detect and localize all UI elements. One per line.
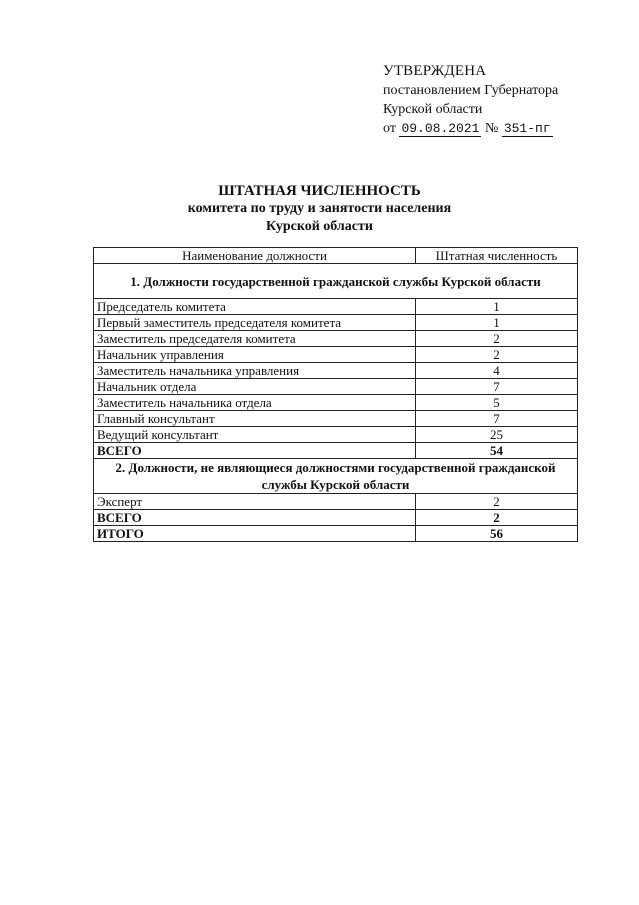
grand-total-row — [94, 526, 578, 542]
section-1-total-label: ВСЕГО — [94, 443, 416, 459]
section-2-title: 2. Должности, не являющиеся должностями государственной гражданской службы Курской области — [94, 459, 578, 494]
staff-table — [93, 247, 578, 542]
section-1-total-value: 54 — [416, 443, 578, 459]
approval-ot: от — [383, 121, 396, 136]
approval-number: 351-пг — [503, 121, 551, 136]
table-row — [94, 427, 578, 443]
position-name: Ведущий консультант — [94, 427, 416, 443]
position-count: 1 — [416, 299, 578, 315]
position-count: 4 — [416, 363, 578, 379]
approval-date: 09.08.2021 — [401, 121, 480, 136]
section-1-title: 1. Должности государственной гражданской службы Курской области — [94, 264, 578, 299]
approval-number-sign: № — [484, 121, 499, 136]
position-name: Заместитель начальника управления — [94, 363, 416, 379]
position-name: Эксперт — [94, 494, 416, 510]
position-count: 7 — [416, 411, 578, 427]
table-row — [94, 363, 578, 379]
title-line-3: Курской области — [266, 219, 373, 234]
position-count: 25 — [416, 427, 578, 443]
position-name: Первый заместитель председателя комитета — [94, 315, 416, 331]
approval-line-2: Курской области — [383, 102, 483, 117]
position-count: 2 — [416, 331, 578, 347]
table-row — [94, 494, 578, 510]
position-count: 2 — [416, 347, 578, 363]
table-row — [94, 347, 578, 363]
grand-total-label: ИТОГО — [94, 526, 416, 542]
section-1-total-row — [94, 443, 578, 459]
title-line-2: комитета по труду и занятости населения — [187, 201, 452, 216]
position-name: Начальник отдела — [94, 379, 416, 395]
header-position: Наименование должности — [94, 248, 416, 264]
grand-total-value: 56 — [416, 526, 578, 542]
table-row — [94, 315, 578, 331]
position-count: 1 — [416, 315, 578, 331]
position-count: 2 — [416, 494, 578, 510]
position-name: Председатель комитета — [94, 299, 416, 315]
position-count: 7 — [416, 379, 578, 395]
table-row — [94, 411, 578, 427]
section-2-total-row — [94, 510, 578, 526]
section-2-total-label: ВСЕГО — [94, 510, 416, 526]
table-row — [94, 331, 578, 347]
approval-stamp — [383, 62, 623, 138]
table-row — [94, 379, 578, 395]
table-row — [94, 299, 578, 315]
section-2-row — [94, 459, 578, 494]
position-name: Заместитель начальника отдела — [94, 395, 416, 411]
title-main: ШТАТНАЯ ЧИСЛЕННОСТЬ — [218, 183, 421, 199]
position-name: Заместитель председателя комитета — [94, 331, 416, 347]
approval-line-1: постановлением Губернатора — [383, 83, 559, 98]
section-1-row — [94, 264, 578, 299]
position-count: 5 — [416, 395, 578, 411]
table-row — [94, 395, 578, 411]
section-2-total-value: 2 — [416, 510, 578, 526]
table-header-row — [94, 248, 578, 264]
document-title — [0, 182, 639, 236]
approval-heading: УТВЕРЖДЕНА — [383, 63, 487, 79]
position-name: Начальник управления — [94, 347, 416, 363]
header-count: Штатная численность — [416, 248, 578, 264]
position-name: Главный консультант — [94, 411, 416, 427]
approval-date-line — [383, 119, 623, 138]
